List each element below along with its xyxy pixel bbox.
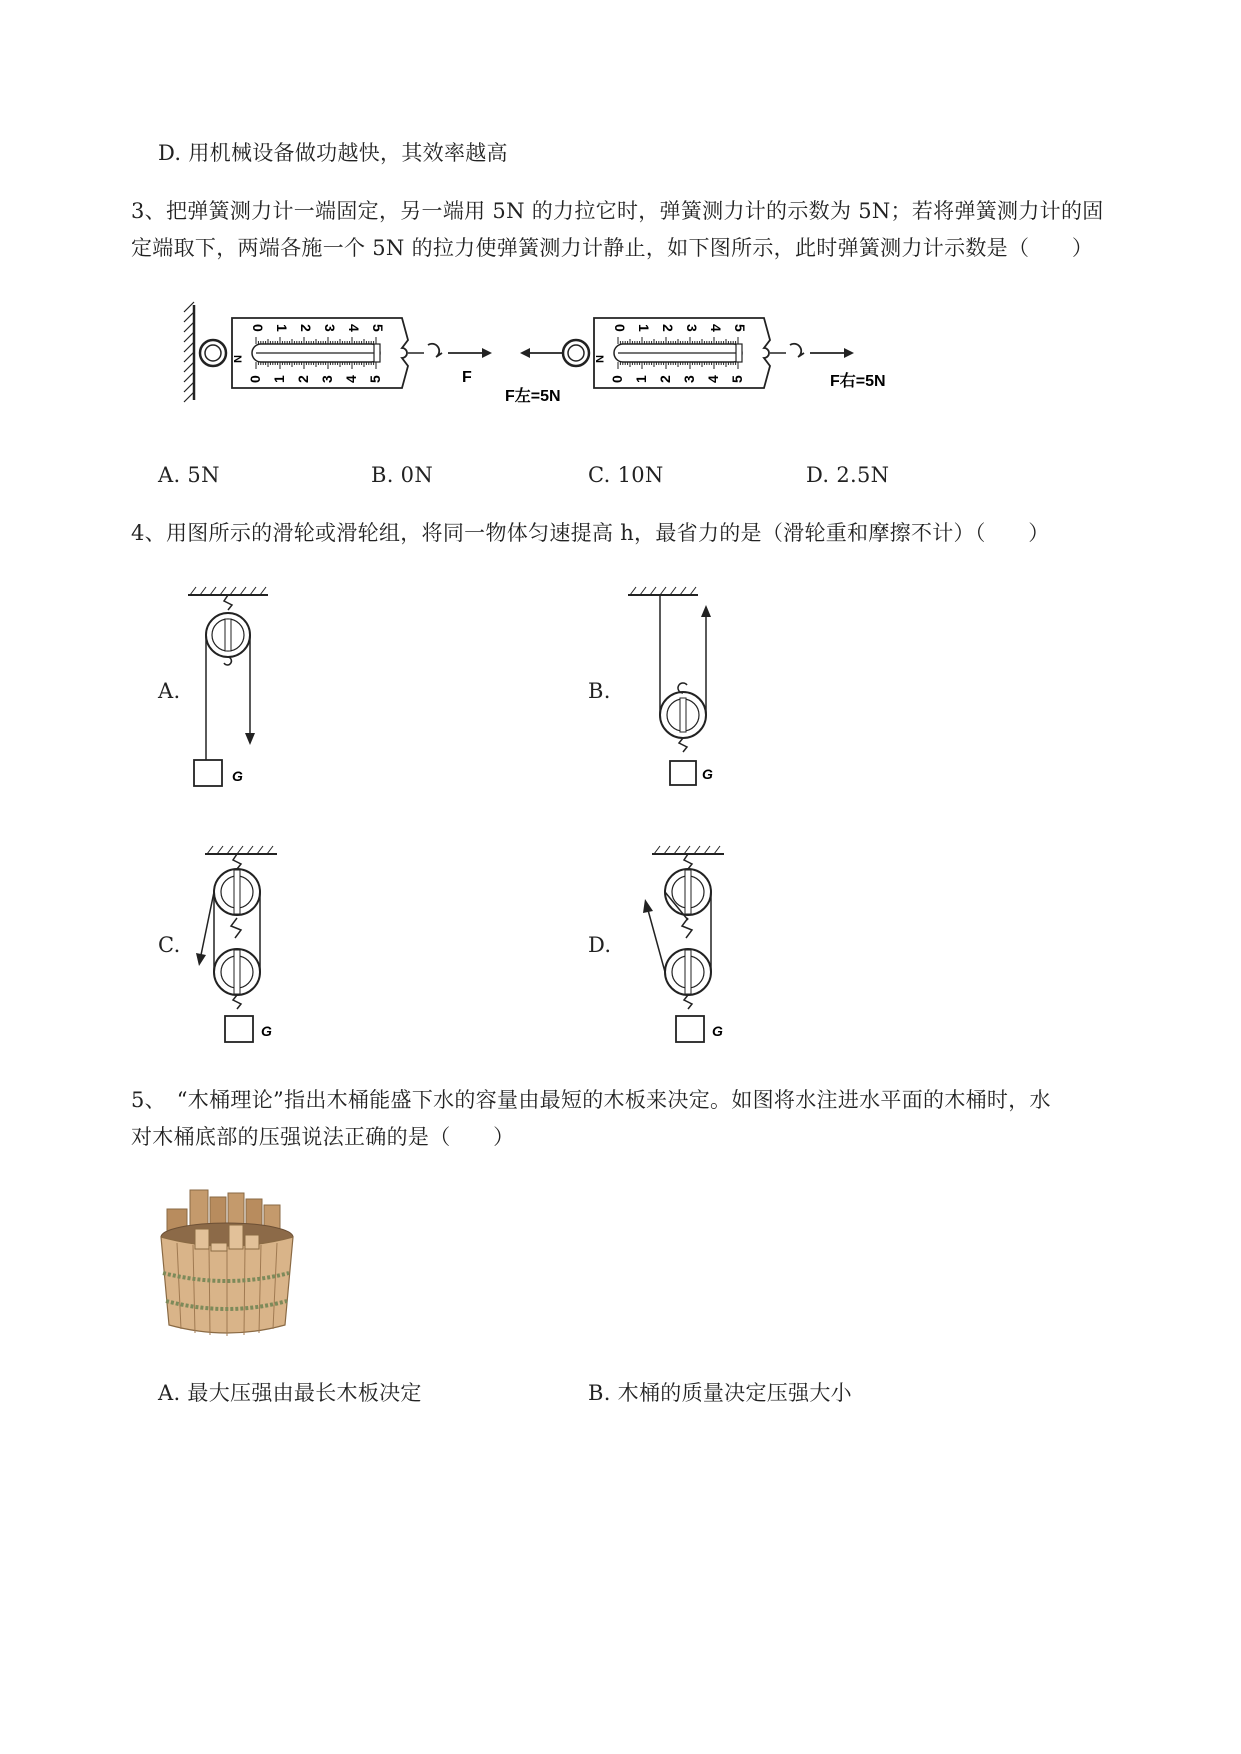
prev-option-d: D. 用机械设备做功越快，其效率越高 <box>158 141 508 165</box>
q4-stem: 4、用图所示的滑轮或滑轮组，将同一物体匀速提高 h，最省力的是（滑轮重和摩擦不计）（ ） <box>131 521 1050 545</box>
scale-mark: 5 <box>370 324 386 332</box>
q4-pulley-d-figure <box>630 840 740 1050</box>
svg-text:G: G <box>702 766 713 782</box>
q3-spring-scale-figure <box>180 300 900 410</box>
q4-pulley-b-figure <box>620 585 730 795</box>
scale-mark: 2 <box>298 324 314 332</box>
force-label-right: F右=5N <box>830 373 886 390</box>
force-label-left: F左=5N <box>505 388 561 405</box>
svg-text:G: G <box>232 768 243 784</box>
q5-option-b: B. 木桶的质量决定压强大小 <box>588 1381 852 1405</box>
q4-option-c-label: C. <box>158 933 181 957</box>
q3-option-c: C. 10N <box>588 463 664 487</box>
q3-stem-line1: 3、把弹簧测力计一端固定，另一端用 5N 的力拉它时，弹簧测力计的示数为 5N；若将弹簧测力计的固 <box>131 199 1104 223</box>
spring-scale-right <box>505 318 886 405</box>
scale-mark: 4 <box>708 324 724 332</box>
scale-mark: 5 <box>729 375 745 383</box>
scale-mark: 1 <box>636 324 652 332</box>
q3-option-b: B. 0N <box>371 463 434 487</box>
svg-text:G: G <box>712 1023 723 1039</box>
spring-scale-left <box>200 318 492 388</box>
scale-mark: 0 <box>609 375 625 383</box>
wall-icon <box>184 302 194 402</box>
scale-mark: 4 <box>705 375 721 383</box>
q3-stem-line2: 定端取下，两端各施一个 5N 的拉力使弹簧测力计静止，如下图所示，此时弹簧测力计示数是（ ） <box>131 236 1094 260</box>
q4-pulley-c-figure <box>185 840 295 1050</box>
q5-stem-line2: 对木桶底部的压强说法正确的是（ ） <box>131 1125 515 1149</box>
scale-mark: 2 <box>295 375 311 383</box>
left-unit-label: N <box>231 355 243 363</box>
q4-pulley-a-figure <box>180 585 280 795</box>
scale-mark: 5 <box>367 375 383 383</box>
scale-mark: 0 <box>250 324 266 332</box>
force-label-single: F <box>462 369 472 386</box>
scale-mark: 4 <box>346 324 362 332</box>
scale-mark: 4 <box>343 375 359 383</box>
q3-option-a: A. 5N <box>158 463 220 487</box>
q5-stem-line1: 5、 “木桶理论”指出木桶能盛下水的容量由最短的木板来决定。如图将水注进水平面的木桶时，水 <box>131 1088 1051 1112</box>
scale-mark: 5 <box>732 324 748 332</box>
scale-mark: 2 <box>657 375 673 383</box>
scale-mark: 3 <box>681 375 697 383</box>
scale-mark: 1 <box>274 324 290 332</box>
wooden-bucket-image <box>155 1185 305 1340</box>
q3-option-d: D. 2.5N <box>806 463 890 487</box>
scale-mark: 3 <box>684 324 700 332</box>
scale-mark: 1 <box>271 375 287 383</box>
right-unit-label: N <box>593 355 605 363</box>
q4-option-d-label: D. <box>588 933 612 957</box>
scale-mark: 0 <box>612 324 628 332</box>
scale-mark: 0 <box>247 375 263 383</box>
scale-mark: 1 <box>633 375 649 383</box>
q4-option-a-label: A. <box>158 679 181 703</box>
scale-mark: 2 <box>660 324 676 332</box>
q5-option-a: A. 最大压强由最长木板决定 <box>158 1381 422 1405</box>
scale-mark: 3 <box>322 324 338 332</box>
scale-mark: 3 <box>319 375 335 383</box>
q4-option-b-label: B. <box>588 679 611 703</box>
svg-text:G: G <box>261 1023 272 1039</box>
